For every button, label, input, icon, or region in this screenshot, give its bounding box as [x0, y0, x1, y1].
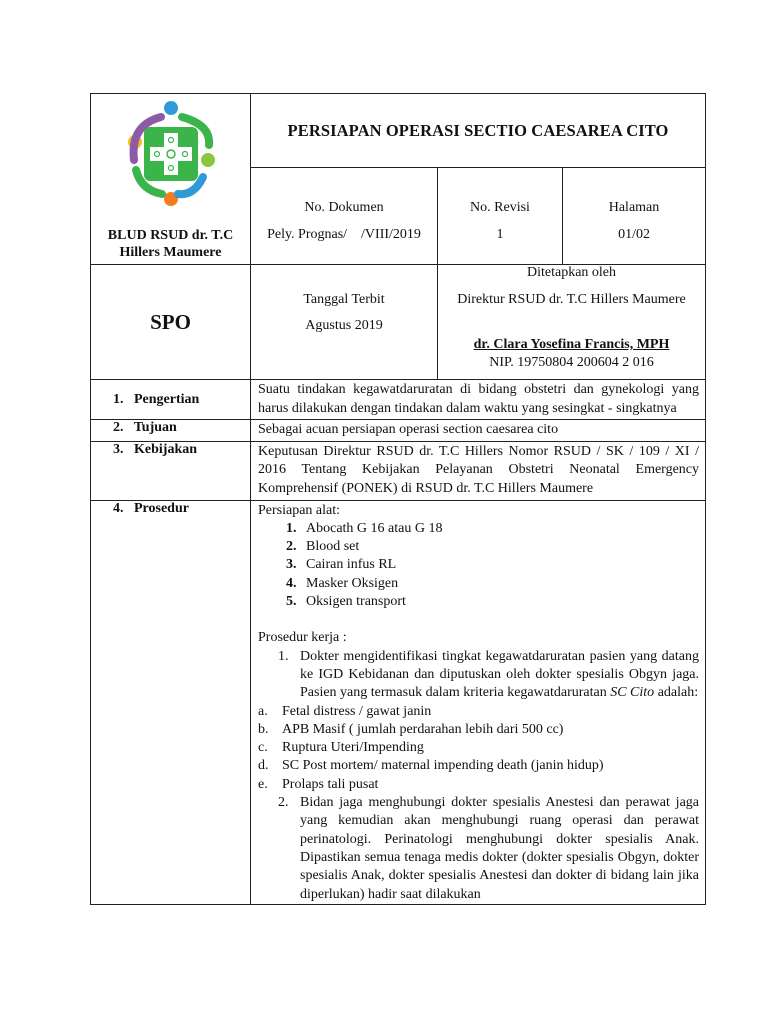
set-by-label: Ditetapkan oleh: [526, 265, 617, 280]
step-item: [258, 648, 699, 703]
spo-cell: [91, 265, 251, 380]
step-text-end: adalah:: [654, 685, 699, 701]
tujuan-label-cell: [91, 420, 251, 442]
pengertian-text: Suatu tindakan kegawatdaruratan di bidang obstetri dan gynekologi yang harus dilakukan dengan tindakan dalam waktu yang sesingkat - singkatnya: [258, 382, 700, 416]
kerja-heading: Prosedur kerja :: [258, 630, 347, 646]
prosedur-content-cell: [251, 500, 706, 904]
list-item: 4. Masker Oksigen: [300, 575, 699, 593]
doc-number-value: Pely. Prognas/ /VIII/2019: [267, 227, 421, 242]
institution-name: BLUD RSUD dr. T.C Hillers Maumere: [107, 228, 234, 260]
pengertian-content-cell: [251, 380, 706, 420]
kebijakan-text: Keputusan Direktur RSUD dr. T.C Hillers Nomor RSUD / SK / 109 / XI / 2016 Tentang Kebijakan Pelayanan Obstetri Neonatal Emergency Komprehensif (PONEK) di RSUD dr. T.C Hillers Maumere: [258, 443, 700, 496]
kerja-steps: [258, 648, 699, 703]
revision-label: No. Revisi: [470, 200, 530, 215]
list-text: APB Masif ( jumlah perdarahan lebih dari 500 cc): [282, 721, 564, 737]
issue-date-cell: [251, 265, 438, 380]
director-title: Direktur RSUD dr. T.C Hillers Maumere: [457, 292, 686, 307]
list-item: [258, 721, 699, 739]
list-item: 5. Oksigen transport: [300, 593, 699, 611]
tujuan-text: Sebagai acuan persiapan operasi section caesarea cito: [258, 422, 559, 438]
approval-cell: [438, 265, 706, 380]
alat-heading: Persiapan alat:: [258, 502, 341, 518]
list-text: Fetal distress / gawat janin: [282, 703, 432, 719]
revision-value: 1: [496, 227, 504, 242]
issue-date-label: Tanggal Terbit: [303, 292, 385, 307]
revision-cell: [438, 168, 563, 265]
kebijakan-content-cell: [251, 441, 706, 500]
pengertian-label: 1. Pengertian: [113, 391, 200, 407]
page-value: 01/02: [618, 227, 650, 242]
list-item: 3. Cairan infus RL: [300, 556, 699, 574]
institution-cell: [91, 94, 251, 265]
pengertian-label-cell: [91, 380, 251, 420]
list-marker: d.: [258, 758, 269, 774]
signer-name: dr. Clara Yosefina Francis, MPH: [473, 337, 670, 352]
list-marker: e.: [258, 776, 268, 792]
list-item: [258, 739, 699, 757]
list-text: Prolaps tali pusat: [282, 776, 379, 792]
hospital-cross-logo-icon: [116, 100, 226, 210]
list-item: [258, 776, 699, 794]
page-cell: [563, 168, 706, 265]
list-item: 1. Abocath G 16 atau G 18: [300, 520, 699, 538]
step-text: Bidan jaga menghubungi dokter spesialis Anestesi dan perawat jaga yang kemudian akan menghubungi ruang operasi dan perawat perinatologi. Perinatologi menghubungi dokter spesialis Anak. Dipastikan semua tenaga medis dokter (dokter spesialis Obgyn, dokter spesialis Anak, dokter spesialis Anestesi dan dokter di bidang lain jika diperlukan) hadir saat dilakukan: [300, 795, 700, 902]
spo-label: SPO: [150, 309, 191, 334]
list-marker: a.: [258, 703, 268, 719]
doc-number-label: No. Dokumen: [304, 200, 384, 215]
list-text: Ruptura Uteri/Impending: [282, 740, 424, 756]
step-italic: SC Cito: [610, 685, 655, 701]
list-text: SC Post mortem/ maternal impending death (janin hidup): [282, 758, 604, 774]
step-item: [258, 794, 699, 904]
criteria-list: [258, 703, 699, 794]
prosedur-label: 4. Prosedur: [113, 500, 189, 516]
doc-number-cell: [251, 168, 438, 265]
document-title: PERSIAPAN OPERASI SECTIO CAESAREA CITO: [287, 120, 669, 140]
step-text: Dokter mengidentifikasi tingkat kegawatdaruratan pasien yang datang ke IGD Kebidanan dan diputuskan oleh dokter spesialis Obgyn jaga. Pasien yang termasuk dalam kriteria kegawatdaruratan: [300, 648, 700, 701]
title-cell: [251, 94, 706, 168]
spo-document: [90, 93, 705, 905]
list-marker: c.: [258, 740, 268, 756]
page-label: Halaman: [608, 200, 660, 215]
kebijakan-label-cell: [91, 441, 251, 500]
issue-date-value: Agustus 2019: [305, 318, 383, 333]
list-item: [258, 757, 699, 775]
tujuan-label: 2. Tujuan: [113, 420, 177, 436]
step-marker: 1.: [278, 648, 289, 664]
prosedur-label-cell: [91, 500, 251, 904]
list-item: [258, 703, 699, 721]
list-marker: b.: [258, 721, 269, 737]
signer-nip: NIP. 19750804 200604 2 016: [489, 355, 654, 370]
kerja-steps-continued: [258, 794, 699, 904]
spo-table: [90, 93, 706, 905]
alat-list: [258, 520, 699, 611]
tujuan-content-cell: [251, 420, 706, 442]
list-item: 2. Blood set: [300, 538, 699, 556]
step-marker: 2.: [278, 795, 289, 811]
kebijakan-label: 3. Kebijakan: [113, 441, 198, 457]
